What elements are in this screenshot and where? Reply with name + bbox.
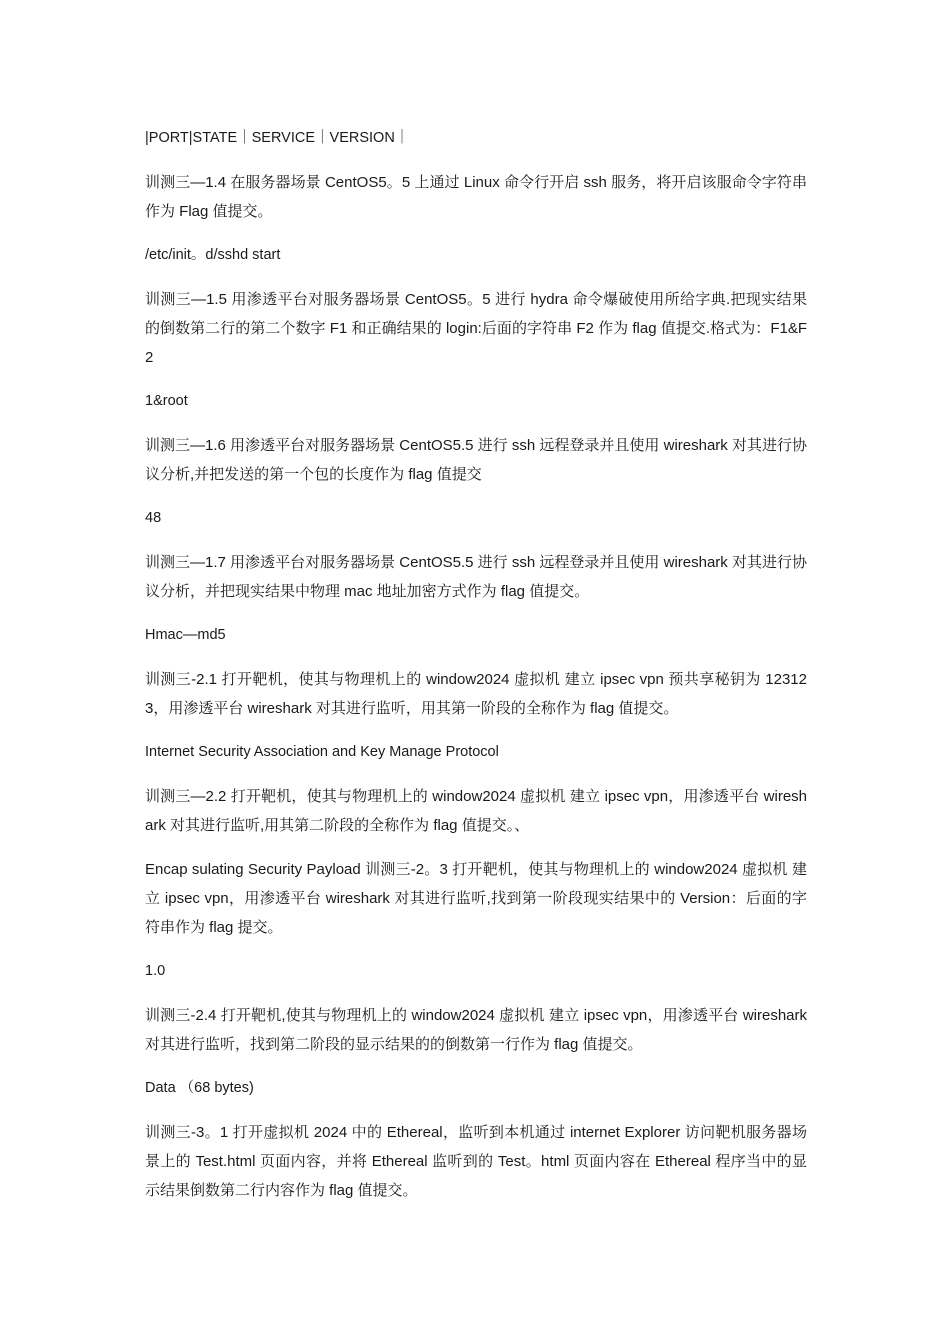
document-body xyxy=(145,124,807,1220)
answer-1-5: 1&root xyxy=(145,393,188,409)
question-1-4: 训测三—1.4 在服务器场景 CentOS5。5 上通过 Linux 命令行开启 ssh 服务，将开启该服命令字符串作为 Flag 值提交。 xyxy=(145,174,807,220)
question-1-7: 训测三—1.7 用渗透平台对服务器场景 CentOS5.5 进行 ssh 远程登录并且使用 wireshark 对其进行协议分析，并把现实结果中物理 mac 地址加密方式作为 flag 值提交。 xyxy=(145,554,807,600)
question-3-1: 训测三-3。1 打开虚拟机 2024 中的 Ethereal，监听到本机通过 internet Explorer 访问靶机服务器场景上的 Test.html 页面内容，并将 Ethereal 监听到的 Test。html 页面内容在 Ethereal 程序当中的显示结果倒数第二行内容作为 flag 值提交。 xyxy=(145,1124,807,1199)
answer-1-6: 48 xyxy=(145,510,162,526)
question-1-6: 训测三—1.6 用渗透平台对服务器场景 CentOS5.5 进行 ssh 远程登录并且使用 wireshark 对其进行协议分析,并把发送的第一个包的长度作为 flag 值提交 xyxy=(145,437,807,483)
question-1-5: 训测三—1.5 用渗透平台对服务器场景 CentOS5。5 进行 hydra 命令爆破使用所给字典.把现实结果的倒数第二行的第二个数字 F1 和正确结果的 login:后面的字符串 F2 作为 flag 值提交.格式为：F1&F2 xyxy=(145,291,807,366)
question-2-1: 训测三-2.1 打开靶机，使其与物理机上的 window2024 虚拟机 建立 ipsec vpn 预共享秘钥为 123123，用渗透平台 wireshark 对其进行监听，用其第一阶段的全称作为 flag 值提交。 xyxy=(145,671,807,717)
answer-2-1: Internet Security Association and Key Manage Protocol xyxy=(145,744,499,760)
answer-1-4: /etc/init。d/sshd start xyxy=(145,247,281,263)
question-2-2: 训测三—2.2 打开靶机，使其与物理机上的 window2024 虚拟机 建立 ipsec vpn，用渗透平台 wireshark 对其进行监听,用其第二阶段的全称作为 flag 值提交。、 xyxy=(145,788,807,834)
answer-1-7: Hmac—md5 xyxy=(145,627,226,643)
answer-2-3: 1.0 xyxy=(145,963,166,979)
port-state-header: |PORT|STATE｜SERVICE｜VERSION｜ xyxy=(145,130,410,146)
answer-2-2-question-2-3: Encap sulating Security Payload 训测三-2。3 打开靶机，使其与物理机上的 window2024 虚拟机 建立 ipsec vpn，用渗透平台 wireshark 对其进行监听,找到第一阶段现实结果中的 Version：后面的字符串作为 flag 提交。 xyxy=(145,861,807,936)
answer-2-4: Data （68 bytes) xyxy=(145,1080,254,1096)
question-2-4: 训测三-2.4 打开靶机,使其与物理机上的 window2024 虚拟机 建立 ipsec vpn，用渗透平台 wireshark 对其进行监听，找到第二阶段的显示结果的的倒数第一行作为 flag 值提交。 xyxy=(145,1007,807,1053)
